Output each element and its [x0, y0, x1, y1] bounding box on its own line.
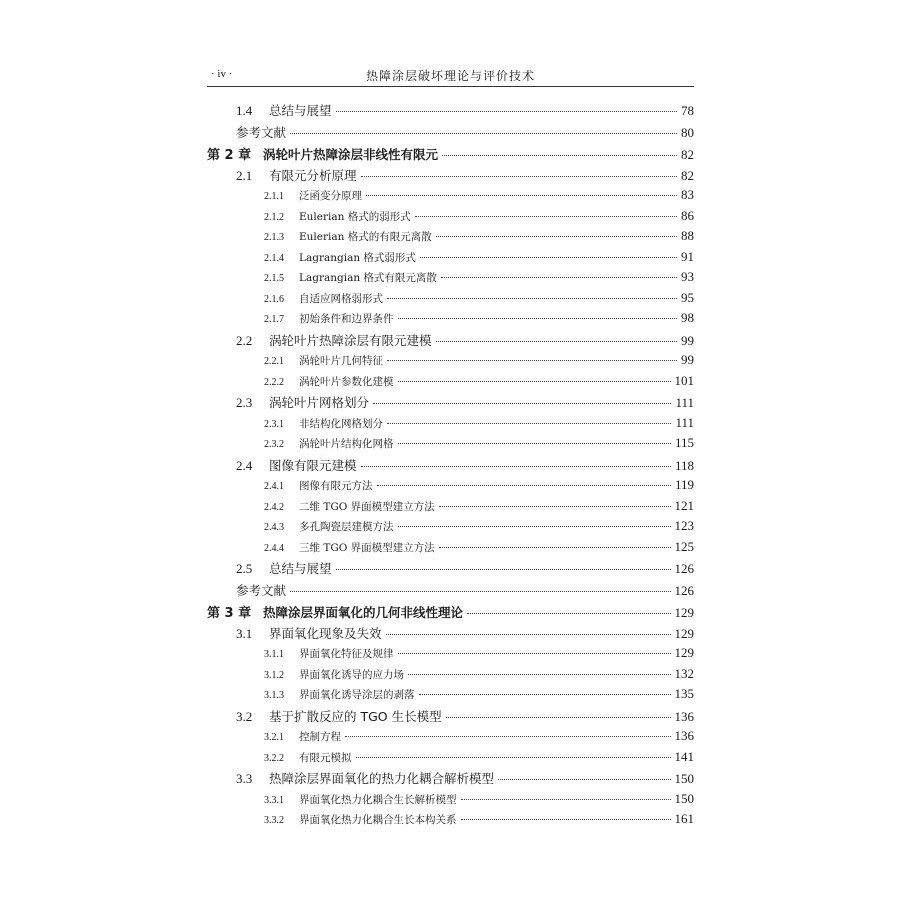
toc-entry-title: 热障涂层界面氧化的热力化耦合解析模型 — [269, 771, 495, 786]
toc-entry-title: 界面氧化特征及规律 — [299, 648, 394, 660]
toc-subsection-entry[interactable] — [207, 749, 694, 770]
toc-entry-page: 136 — [674, 728, 694, 743]
dot-leader — [442, 155, 677, 156]
toc-entry-number: 3.3.2 — [264, 815, 284, 826]
dot-leader — [356, 757, 671, 758]
toc-entry-number: 2.2.2 — [264, 376, 284, 388]
toc-section-entry[interactable] — [207, 559, 694, 581]
toc-entry-number: 3.2 — [236, 708, 253, 724]
toc-entry-number: 2.4.3 — [264, 522, 284, 533]
toc-subsection-entry[interactable] — [207, 208, 694, 229]
toc-subsection-entry[interactable] — [207, 498, 694, 519]
toc-entry-number: 3.3.1 — [264, 794, 284, 806]
toc-entry-title: 界面氧化现象及失效 — [269, 625, 382, 641]
toc-entry-title: 参考文献 — [236, 124, 287, 140]
toc-entry-number: 3.1.3 — [264, 690, 284, 701]
toc-entry-title: 涡轮叶片热障涂层有限元建模 — [269, 332, 432, 348]
toc-entry-title: 三维 TGO 界面模型建立方法 — [299, 541, 435, 554]
toc-entry-title: 涡轮叶片参数化建模 — [299, 375, 394, 388]
toc-entry-number: 3.3 — [236, 771, 253, 786]
toc-entry-page: 123 — [674, 518, 694, 533]
toc-subsection-entry[interactable] — [207, 310, 694, 331]
toc-entry-title: 有限元分析原理 — [269, 167, 357, 183]
toc-entry-title: 涡轮叶片网格划分 — [269, 395, 370, 410]
dot-leader — [336, 111, 677, 112]
toc-entry-page: 136 — [674, 708, 694, 724]
dot-leader — [398, 318, 678, 319]
toc-entry-title: 图像有限元方法 — [299, 480, 373, 492]
toc-chapter-entry[interactable] — [207, 602, 694, 624]
dot-leader — [377, 485, 671, 486]
toc-subsection-entry[interactable] — [207, 518, 694, 539]
toc-entry-page: 82 — [681, 167, 694, 183]
toc-entry-page: 88 — [681, 228, 694, 243]
toc-entry-title: Eulerian 格式的弱形式 — [299, 210, 411, 223]
toc-entry-title: 参考文献 — [236, 582, 287, 598]
toc-section-entry[interactable] — [207, 166, 694, 188]
dot-leader — [439, 506, 671, 507]
toc-entry-title: 界面氧化诱导涂层的剥落 — [299, 689, 415, 701]
toc-section-entry[interactable] — [207, 707, 694, 729]
toc-section-entry[interactable] — [207, 331, 694, 353]
dot-leader — [461, 799, 671, 800]
toc-entry-page: 93 — [681, 269, 694, 284]
running-header — [207, 66, 694, 87]
dot-leader — [461, 819, 671, 820]
toc-entry-number: 2.1.3 — [264, 232, 284, 243]
toc-entry-page: 78 — [681, 103, 694, 118]
toc-entry-number: 3.1 — [236, 625, 253, 641]
toc-entry-number: 2.3 — [236, 395, 253, 410]
toc-subsection-entry[interactable] — [207, 539, 694, 560]
toc-entry-page: 141 — [674, 748, 694, 764]
toc-entry-page: 111 — [675, 395, 694, 410]
toc-entry-number: 2.4.1 — [264, 481, 284, 492]
dot-leader — [290, 591, 670, 592]
dot-leader — [441, 277, 677, 278]
toc-entry-number: 3.1.2 — [264, 669, 284, 681]
toc-entry-number: 3.2.2 — [264, 752, 284, 764]
toc-entry-title: 非结构化网格划分 — [299, 417, 383, 430]
toc-subsection-entry[interactable] — [207, 728, 694, 749]
toc-entry-title: 热障涂层界面氧化的几何非线性理论 — [263, 605, 464, 620]
toc-entry-page: 83 — [681, 187, 694, 202]
book-title: 热障涂层破坏理论与评价技术 — [365, 69, 535, 83]
toc-entry-page: 95 — [681, 289, 694, 305]
toc-entry-number: 2.1.2 — [264, 211, 284, 223]
toc-subsection-entry[interactable] — [207, 290, 694, 311]
toc-subsection-entry[interactable] — [207, 187, 694, 208]
toc-entry-page: 111 — [675, 414, 694, 430]
toc-entry-number: 2.3.1 — [264, 418, 284, 430]
dot-leader — [439, 547, 671, 548]
dot-leader — [398, 443, 671, 444]
toc-entry-number: 2.4.4 — [264, 542, 284, 554]
toc-entry-number: 2.5 — [236, 561, 253, 576]
toc-entry-number: 第 3 章 — [207, 606, 252, 621]
toc-entry-page: 125 — [674, 538, 694, 554]
dot-leader — [436, 236, 677, 237]
toc-entry-number: 2.1.4 — [264, 252, 284, 264]
toc-entry-number: 2.2.1 — [264, 356, 284, 367]
toc-entry-page: 99 — [681, 352, 694, 367]
toc-entry-page: 121 — [674, 497, 694, 513]
toc-entry-title: 图像有限元建模 — [269, 457, 357, 473]
toc-entry-title: Eulerian 格式的有限元离散 — [299, 231, 432, 243]
toc-subsection-entry[interactable] — [207, 791, 694, 812]
toc-entry-title: 泛函变分原理 — [299, 190, 362, 202]
toc-section-entry[interactable] — [207, 393, 694, 415]
dot-leader — [336, 569, 671, 570]
dot-leader — [373, 403, 671, 404]
toc-entry-page: 161 — [674, 811, 694, 826]
toc-entry-title: 总结与展望 — [269, 103, 332, 118]
toc-subsection-entry[interactable] — [207, 645, 694, 666]
dot-leader — [386, 634, 671, 635]
toc-entry-number: 2.2 — [236, 332, 253, 348]
toc-entry-title: 有限元模拟 — [299, 751, 352, 764]
toc-subsection-entry[interactable] — [207, 352, 694, 373]
toc-entry-number: 2.1 — [236, 167, 253, 183]
toc-entry-page: 150 — [674, 771, 694, 786]
toc-entry-number: 2.3.2 — [264, 439, 284, 450]
toc-entry-number: 3.1.1 — [264, 649, 284, 660]
toc-entry-title: 界面氧化诱导的应力场 — [299, 668, 404, 681]
dot-leader — [446, 717, 671, 718]
dot-leader — [419, 694, 671, 695]
toc-entry-title: 涡轮叶片热障涂层非线性有限元 — [263, 147, 439, 162]
toc-entry-page: 91 — [681, 248, 694, 264]
toc-entry-page: 135 — [674, 686, 694, 701]
toc-subsection-entry[interactable] — [207, 811, 694, 832]
toc-subsection-entry[interactable] — [207, 415, 694, 436]
toc-entry-title: 多孔陶瓷层建模方法 — [299, 521, 394, 533]
toc-entry-title: 界面氧化热力化耦合生长本构关系 — [299, 814, 457, 826]
dot-leader — [398, 526, 671, 527]
toc-subsection-entry[interactable] — [207, 686, 694, 707]
toc-section-entry[interactable] — [207, 624, 694, 646]
toc-entry-page: 126 — [674, 582, 694, 598]
toc-chapter-entry[interactable] — [207, 144, 694, 166]
toc-section-entry[interactable] — [207, 456, 694, 478]
dot-leader — [398, 653, 671, 654]
toc-references-entry[interactable] — [207, 581, 694, 603]
dot-leader — [467, 613, 670, 614]
dot-leader — [387, 423, 671, 424]
toc-entry-number: 2.1.7 — [264, 314, 284, 325]
dot-leader — [498, 779, 670, 780]
toc-entry-page: 132 — [674, 665, 694, 681]
toc-section-entry[interactable] — [207, 101, 694, 123]
dot-leader — [387, 360, 677, 361]
toc-entry-page: 129 — [674, 645, 694, 660]
toc-entry-title: 涡轮叶片几何特征 — [299, 355, 383, 367]
toc-entry-title: 二维 TGO 界面模型建立方法 — [299, 500, 435, 513]
dot-leader — [415, 216, 677, 217]
dot-leader — [436, 341, 677, 342]
toc-entry-number: 2.1.1 — [264, 191, 284, 202]
toc-entry-page: 126 — [674, 561, 694, 576]
toc-entry-number: 1.4 — [236, 103, 253, 118]
dot-leader — [387, 298, 677, 299]
toc-entry-number: 2.1.6 — [264, 293, 284, 305]
dot-leader — [361, 466, 671, 467]
toc-entry-number: 2.4 — [236, 457, 253, 473]
dot-leader — [366, 195, 677, 196]
dot-leader — [398, 381, 671, 382]
toc-entry-title: Lagrangian 格式弱形式 — [299, 251, 416, 264]
toc-entry-title: Lagrangian 格式有限元离散 — [299, 272, 437, 284]
toc-entry-page: 115 — [674, 435, 694, 450]
toc-entry-page: 119 — [674, 477, 694, 492]
toc-entry-number: 3.2.1 — [264, 732, 284, 743]
toc-entry-number: 第 2 章 — [207, 148, 252, 163]
toc-entry-number: 2.4.2 — [264, 501, 284, 513]
table-of-contents — [207, 101, 694, 832]
dot-leader — [361, 176, 677, 177]
toc-subsection-entry[interactable] — [207, 373, 694, 394]
toc-entry-title: 控制方程 — [299, 731, 341, 743]
toc-entry-title: 初始条件和边界条件 — [299, 313, 394, 325]
toc-entry-page: 99 — [681, 332, 694, 348]
toc-entry-page: 129 — [674, 625, 694, 641]
toc-references-entry[interactable] — [207, 123, 694, 145]
toc-entry-page: 150 — [674, 790, 694, 806]
page-number: · iv · — [211, 68, 233, 80]
toc-entry-page: 80 — [681, 124, 694, 140]
toc-subsection-entry[interactable] — [207, 269, 694, 290]
toc-entry-title: 涡轮叶片结构化网格 — [299, 438, 394, 450]
toc-entry-page: 118 — [674, 457, 694, 473]
toc-subsection-entry[interactable] — [207, 228, 694, 249]
toc-entry-title: 基于扩散反应的 TGO 生长模型 — [269, 708, 442, 724]
dot-leader — [345, 736, 671, 737]
dot-leader — [420, 257, 677, 258]
toc-entry-page: 98 — [681, 310, 694, 325]
toc-subsection-entry[interactable] — [207, 666, 694, 687]
toc-entry-number: 2.1.5 — [264, 273, 284, 284]
toc-entry-page: 86 — [681, 207, 694, 223]
toc-entry-page: 82 — [681, 147, 694, 162]
toc-entry-title: 界面氧化热力化耦合生长解析模型 — [299, 793, 457, 806]
toc-subsection-entry[interactable] — [207, 435, 694, 456]
toc-entry-page: 129 — [674, 605, 694, 620]
toc-entry-page: 101 — [674, 372, 694, 388]
toc-entry-title: 总结与展望 — [269, 561, 332, 576]
dot-leader — [290, 133, 677, 134]
dot-leader — [408, 674, 671, 675]
toc-entry-title: 自适应网格弱形式 — [299, 292, 383, 305]
toc-subsection-entry[interactable] — [207, 249, 694, 270]
toc-subsection-entry[interactable] — [207, 477, 694, 498]
toc-section-entry[interactable] — [207, 769, 694, 791]
